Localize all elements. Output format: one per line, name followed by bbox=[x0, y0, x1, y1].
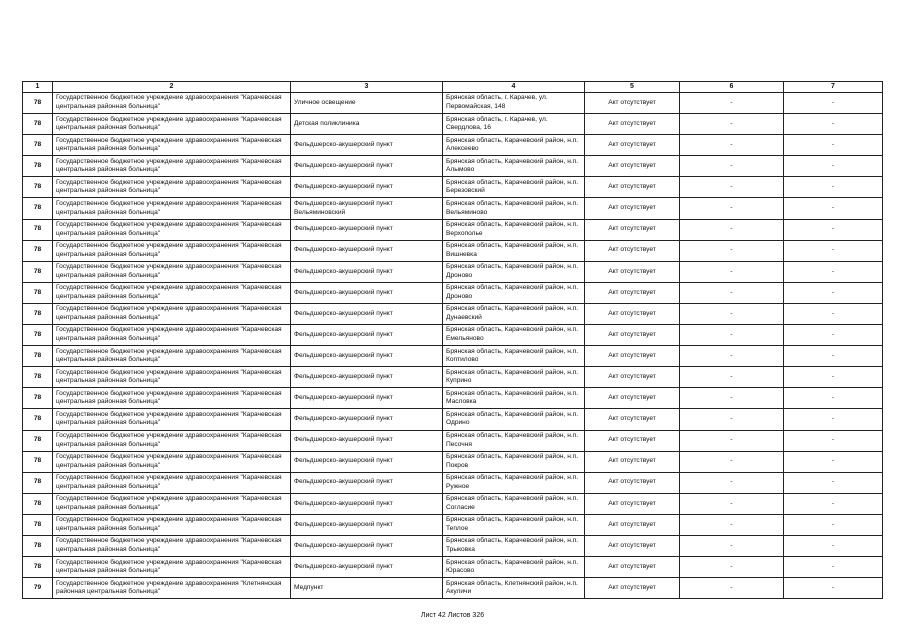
data-table bbox=[22, 81, 883, 599]
address-cell: Брянская область, Карачевский район, н.п. Теплое bbox=[443, 514, 585, 535]
table-row bbox=[23, 472, 883, 493]
object-cell: Фельдшерско-акушерский пункт bbox=[291, 156, 443, 177]
address-cell: Брянская область, Карачевский район, н.п. Вельяминово bbox=[443, 198, 585, 219]
object-cell: Фельдшерско-акушерский пункт bbox=[291, 282, 443, 303]
row-number: 78 bbox=[23, 114, 53, 135]
act-status-cell: Акт отсутствует bbox=[585, 303, 680, 324]
organization-cell: Государственное бюджетное учреждение здравоохранения "Клетнянская районная центральная больница" bbox=[53, 578, 291, 599]
act-status-cell: Акт отсутствует bbox=[585, 493, 680, 514]
column-7-cell: - bbox=[784, 135, 883, 156]
object-cell: Фельдшерско-акушерский пункт bbox=[291, 219, 443, 240]
column-6-cell: - bbox=[680, 557, 784, 578]
act-status-cell: Акт отсутствует bbox=[585, 430, 680, 451]
column-7-cell: - bbox=[784, 535, 883, 556]
table-row bbox=[23, 346, 883, 367]
table-row bbox=[23, 514, 883, 535]
row-number: 78 bbox=[23, 472, 53, 493]
column-7-cell: - bbox=[784, 578, 883, 599]
organization-cell: Государственное бюджетное учреждение здравоохранения "Карачевская центральная районная больница" bbox=[53, 451, 291, 472]
column-6-cell: - bbox=[680, 514, 784, 535]
column-6-cell: - bbox=[680, 156, 784, 177]
organization-cell: Государственное бюджетное учреждение здравоохранения "Карачевская центральная районная больница" bbox=[53, 367, 291, 388]
row-number: 78 bbox=[23, 219, 53, 240]
organization-cell: Государственное бюджетное учреждение здравоохранения "Карачевская центральная районная больница" bbox=[53, 430, 291, 451]
object-cell: Фельдшерско-акушерский пункт Вельяминовский bbox=[291, 198, 443, 219]
column-6-cell: - bbox=[680, 93, 784, 114]
act-status-cell: Акт отсутствует bbox=[585, 535, 680, 556]
column-6-cell: - bbox=[680, 535, 784, 556]
row-number: 79 bbox=[23, 578, 53, 599]
table-row bbox=[23, 578, 883, 599]
table-row bbox=[23, 493, 883, 514]
column-7-cell: - bbox=[784, 303, 883, 324]
object-cell: Фельдшерско-акушерский пункт bbox=[291, 303, 443, 324]
column-7-cell: - bbox=[784, 346, 883, 367]
act-status-cell: Акт отсутствует bbox=[585, 156, 680, 177]
row-number: 78 bbox=[23, 388, 53, 409]
organization-cell: Государственное бюджетное учреждение здравоохранения "Карачевская центральная районная больница" bbox=[53, 240, 291, 261]
organization-cell: Государственное бюджетное учреждение здравоохранения "Карачевская центральная районная больница" bbox=[53, 135, 291, 156]
table-row bbox=[23, 177, 883, 198]
column-6-cell: - bbox=[680, 240, 784, 261]
table-row bbox=[23, 367, 883, 388]
row-number: 78 bbox=[23, 409, 53, 430]
column-6-cell: - bbox=[680, 409, 784, 430]
organization-cell: Государственное бюджетное учреждение здравоохранения "Карачевская центральная районная больница" bbox=[53, 156, 291, 177]
object-cell: Фельдшерско-акушерский пункт bbox=[291, 557, 443, 578]
address-cell: Брянская область, Карачевский район, н.п. Масловка bbox=[443, 388, 585, 409]
act-status-cell: Акт отсутствует bbox=[585, 325, 680, 346]
column-6-cell: - bbox=[680, 177, 784, 198]
object-cell: Уличное освещение bbox=[291, 93, 443, 114]
table-row bbox=[23, 135, 883, 156]
row-number: 78 bbox=[23, 282, 53, 303]
address-cell: Брянская область, Карачевский район, н.п. Дроново bbox=[443, 282, 585, 303]
table-row bbox=[23, 409, 883, 430]
column-header-4: 4 bbox=[443, 82, 585, 93]
row-number: 78 bbox=[23, 177, 53, 198]
column-7-cell: - bbox=[784, 156, 883, 177]
column-7-cell: - bbox=[784, 198, 883, 219]
address-cell: Брянская область, Клетнянский район, н.п. Акуличи bbox=[443, 578, 585, 599]
table-row bbox=[23, 93, 883, 114]
row-number: 78 bbox=[23, 430, 53, 451]
act-status-cell: Акт отсутствует bbox=[585, 472, 680, 493]
column-6-cell: - bbox=[680, 261, 784, 282]
act-status-cell: Акт отсутствует bbox=[585, 240, 680, 261]
table-row bbox=[23, 114, 883, 135]
address-cell: Брянская область, Карачевский район, н.п. Согласие bbox=[443, 493, 585, 514]
act-status-cell: Акт отсутствует bbox=[585, 514, 680, 535]
header-row bbox=[23, 82, 883, 93]
table-row bbox=[23, 240, 883, 261]
object-cell: Фельдшерско-акушерский пункт bbox=[291, 240, 443, 261]
organization-cell: Государственное бюджетное учреждение здравоохранения "Карачевская центральная районная больница" bbox=[53, 219, 291, 240]
act-status-cell: Акт отсутствует bbox=[585, 578, 680, 599]
row-number: 78 bbox=[23, 93, 53, 114]
object-cell: Фельдшерско-акушерский пункт bbox=[291, 535, 443, 556]
column-6-cell: - bbox=[680, 282, 784, 303]
table-row bbox=[23, 198, 883, 219]
object-cell: Фельдшерско-акушерский пункт bbox=[291, 493, 443, 514]
row-number: 78 bbox=[23, 156, 53, 177]
object-cell: Фельдшерско-акушерский пункт bbox=[291, 346, 443, 367]
column-7-cell: - bbox=[784, 325, 883, 346]
column-header-3: 3 bbox=[291, 82, 443, 93]
column-7-cell: - bbox=[784, 114, 883, 135]
organization-cell: Государственное бюджетное учреждение здравоохранения "Карачевская центральная районная больница" bbox=[53, 114, 291, 135]
organization-cell: Государственное бюджетное учреждение здравоохранения "Карачевская центральная районная больница" bbox=[53, 493, 291, 514]
address-cell: Брянская область, Карачевский район, н.п. Покров bbox=[443, 451, 585, 472]
column-7-cell: - bbox=[784, 451, 883, 472]
column-header-1: 1 bbox=[23, 82, 53, 93]
column-header-2: 2 bbox=[53, 82, 291, 93]
object-cell: Фельдшерско-акушерский пункт bbox=[291, 367, 443, 388]
address-cell: Брянская область, Карачевский район, н.п. Вишневка bbox=[443, 240, 585, 261]
column-7-cell: - bbox=[784, 514, 883, 535]
column-6-cell: - bbox=[680, 135, 784, 156]
column-6-cell: - bbox=[680, 367, 784, 388]
object-cell: Фельдшерско-акушерский пункт bbox=[291, 325, 443, 346]
act-status-cell: Акт отсутствует bbox=[585, 346, 680, 367]
act-status-cell: Акт отсутствует bbox=[585, 367, 680, 388]
column-6-cell: - bbox=[680, 114, 784, 135]
address-cell: Брянская область, Карачевский район, н.п. Алымово bbox=[443, 156, 585, 177]
table-row bbox=[23, 325, 883, 346]
object-cell: Фельдшерско-акушерский пункт bbox=[291, 472, 443, 493]
column-7-cell: - bbox=[784, 557, 883, 578]
act-status-cell: Акт отсутствует bbox=[585, 135, 680, 156]
row-number: 78 bbox=[23, 198, 53, 219]
address-cell: Брянская область, Карачевский район, н.п. Дроново bbox=[443, 261, 585, 282]
row-number: 78 bbox=[23, 493, 53, 514]
organization-cell: Государственное бюджетное учреждение здравоохранения "Карачевская центральная районная больница" bbox=[53, 325, 291, 346]
object-cell: Фельдшерско-акушерский пункт bbox=[291, 409, 443, 430]
address-cell: Брянская область, Карачевский район, н.п. Емельяново bbox=[443, 325, 585, 346]
column-6-cell: - bbox=[680, 493, 784, 514]
table-row bbox=[23, 156, 883, 177]
column-6-cell: - bbox=[680, 430, 784, 451]
row-number: 78 bbox=[23, 261, 53, 282]
column-6-cell: - bbox=[680, 388, 784, 409]
table-row bbox=[23, 557, 883, 578]
column-7-cell: - bbox=[784, 219, 883, 240]
row-number: 78 bbox=[23, 346, 53, 367]
column-7-cell: - bbox=[784, 282, 883, 303]
table-row bbox=[23, 451, 883, 472]
address-cell: Брянская область, Карачевский район, н.п. Ружное bbox=[443, 472, 585, 493]
object-cell: Фельдшерско-акушерский пункт bbox=[291, 388, 443, 409]
column-header-6: 6 bbox=[680, 82, 784, 93]
organization-cell: Государственное бюджетное учреждение здравоохранения "Карачевская центральная районная больница" bbox=[53, 557, 291, 578]
organization-cell: Государственное бюджетное учреждение здравоохранения "Карачевская центральная районная больница" bbox=[53, 303, 291, 324]
row-number: 78 bbox=[23, 135, 53, 156]
object-cell: Медпункт bbox=[291, 578, 443, 599]
column-6-cell: - bbox=[680, 472, 784, 493]
column-7-cell: - bbox=[784, 430, 883, 451]
object-cell: Фельдшерско-акушерский пункт bbox=[291, 430, 443, 451]
address-cell: Брянская область, Карачевский район, н.п. Дунаевский bbox=[443, 303, 585, 324]
row-number: 78 bbox=[23, 367, 53, 388]
object-cell: Фельдшерско-акушерский пункт bbox=[291, 451, 443, 472]
act-status-cell: Акт отсутствует bbox=[585, 261, 680, 282]
row-number: 78 bbox=[23, 535, 53, 556]
organization-cell: Государственное бюджетное учреждение здравоохранения "Карачевская центральная районная больница" bbox=[53, 177, 291, 198]
row-number: 78 bbox=[23, 325, 53, 346]
table-row bbox=[23, 430, 883, 451]
column-header-5: 5 bbox=[585, 82, 680, 93]
column-6-cell: - bbox=[680, 451, 784, 472]
column-7-cell: - bbox=[784, 472, 883, 493]
organization-cell: Государственное бюджетное учреждение здравоохранения "Карачевская центральная районная больница" bbox=[53, 93, 291, 114]
column-7-cell: - bbox=[784, 240, 883, 261]
address-cell: Брянская область, Карачевский район, н.п. Верхополье bbox=[443, 219, 585, 240]
organization-cell: Государственное бюджетное учреждение здравоохранения "Карачевская центральная районная больница" bbox=[53, 346, 291, 367]
row-number: 78 bbox=[23, 303, 53, 324]
organization-cell: Государственное бюджетное учреждение здравоохранения "Карачевская центральная районная больница" bbox=[53, 198, 291, 219]
act-status-cell: Акт отсутствует bbox=[585, 282, 680, 303]
column-7-cell: - bbox=[784, 177, 883, 198]
table-row bbox=[23, 261, 883, 282]
address-cell: Брянская область, Карачевский район, н.п. Куприно bbox=[443, 367, 585, 388]
act-status-cell: Акт отсутствует bbox=[585, 219, 680, 240]
table-row bbox=[23, 282, 883, 303]
row-number: 78 bbox=[23, 240, 53, 261]
table-row bbox=[23, 219, 883, 240]
column-header-7: 7 bbox=[784, 82, 883, 93]
table-row bbox=[23, 388, 883, 409]
column-6-cell: - bbox=[680, 325, 784, 346]
column-7-cell: - bbox=[784, 93, 883, 114]
table-row bbox=[23, 303, 883, 324]
organization-cell: Государственное бюджетное учреждение здравоохранения "Карачевская центральная районная больница" bbox=[53, 409, 291, 430]
act-status-cell: Акт отсутствует bbox=[585, 409, 680, 430]
organization-cell: Государственное бюджетное учреждение здравоохранения "Карачевская центральная районная больница" bbox=[53, 282, 291, 303]
address-cell: Брянская область, Карачевский район, н.п. Трыковка bbox=[443, 535, 585, 556]
column-7-cell: - bbox=[784, 388, 883, 409]
table-body bbox=[23, 93, 883, 599]
object-cell: Фельдшерско-акушерский пункт bbox=[291, 177, 443, 198]
column-6-cell: - bbox=[680, 303, 784, 324]
organization-cell: Государственное бюджетное учреждение здравоохранения "Карачевская центральная районная больница" bbox=[53, 472, 291, 493]
row-number: 78 bbox=[23, 557, 53, 578]
row-number: 78 bbox=[23, 514, 53, 535]
act-status-cell: Акт отсутствует bbox=[585, 557, 680, 578]
address-cell: Брянская область, Карачевский район, н.п. Одрино bbox=[443, 409, 585, 430]
object-cell: Фельдшерско-акушерский пункт bbox=[291, 135, 443, 156]
column-6-cell: - bbox=[680, 578, 784, 599]
act-status-cell: Акт отсутствует bbox=[585, 198, 680, 219]
organization-cell: Государственное бюджетное учреждение здравоохранения "Карачевская центральная районная больница" bbox=[53, 514, 291, 535]
act-status-cell: Акт отсутствует bbox=[585, 177, 680, 198]
column-6-cell: - bbox=[680, 198, 784, 219]
page-footer: Лист 42 Листов 326 bbox=[420, 612, 485, 619]
column-7-cell: - bbox=[784, 261, 883, 282]
act-status-cell: Акт отсутствует bbox=[585, 451, 680, 472]
address-cell: Брянская область, Карачевский район, н.п. Березовский bbox=[443, 177, 585, 198]
address-cell: Брянская область, Карачевский район, н.п. Алексеево bbox=[443, 135, 585, 156]
address-cell: Брянская область, г. Карачев, ул. Свердлова, 16 bbox=[443, 114, 585, 135]
organization-cell: Государственное бюджетное учреждение здравоохранения "Карачевская центральная районная больница" bbox=[53, 261, 291, 282]
address-cell: Брянская область, г. Карачев, ул. Первомайская, 148 bbox=[443, 93, 585, 114]
address-cell: Брянская область, Карачевский район, н.п. Песочня bbox=[443, 430, 585, 451]
column-7-cell: - bbox=[784, 409, 883, 430]
table-row bbox=[23, 535, 883, 556]
act-status-cell: Акт отсутствует bbox=[585, 388, 680, 409]
address-cell: Брянская область, Карачевский район, н.п. Коптилово bbox=[443, 346, 585, 367]
column-6-cell: - bbox=[680, 346, 784, 367]
column-7-cell: - bbox=[784, 367, 883, 388]
act-status-cell: Акт отсутствует bbox=[585, 93, 680, 114]
organization-cell: Государственное бюджетное учреждение здравоохранения "Карачевская центральная районная больница" bbox=[53, 535, 291, 556]
address-cell: Брянская область, Карачевский район, н.п. Юрасово bbox=[443, 557, 585, 578]
column-7-cell: - bbox=[784, 493, 883, 514]
object-cell: Фельдшерско-акушерский пункт bbox=[291, 261, 443, 282]
organization-cell: Государственное бюджетное учреждение здравоохранения "Карачевская центральная районная больница" bbox=[53, 388, 291, 409]
object-cell: Фельдшерско-акушерский пункт bbox=[291, 514, 443, 535]
act-status-cell: Акт отсутствует bbox=[585, 114, 680, 135]
column-6-cell: - bbox=[680, 219, 784, 240]
object-cell: Детская поликлиника bbox=[291, 114, 443, 135]
row-number: 78 bbox=[23, 451, 53, 472]
